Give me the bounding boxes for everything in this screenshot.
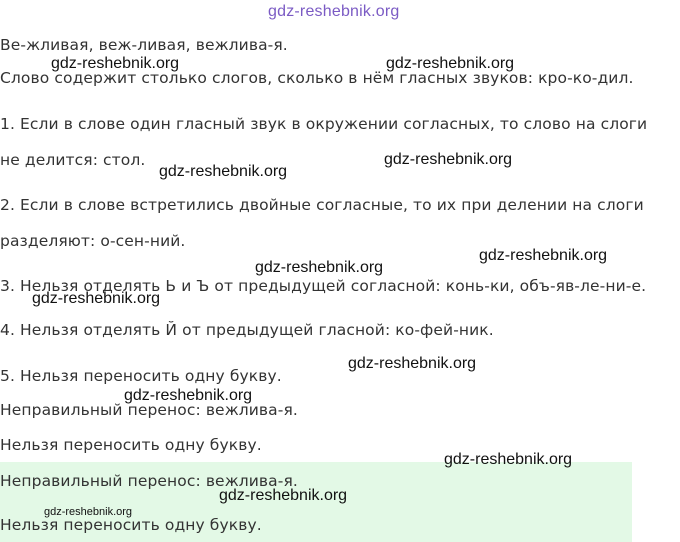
wrong-hyphenation-2: Неправильный перенос: вежлива-я. xyxy=(0,472,298,490)
watermark: gdz-reshebnik.org xyxy=(444,451,573,468)
rule-4: 4. Нельзя отделять Й от предыдущей гласной: ко-фей-ник. xyxy=(0,321,494,339)
rule-2-line-1: 2. Если в слове встретились двойные согласные, то их при делении на слоги xyxy=(0,196,644,214)
watermark: gdz-reshebnik.org xyxy=(219,487,348,504)
rule-2-line-2: разделяют: о-сен-ний. xyxy=(0,232,186,250)
watermark: gdz-reshebnik.org xyxy=(44,506,133,518)
wrong-hyphenation-1: Неправильный перенос: вежлива-я. xyxy=(0,401,298,419)
watermark: gdz-reshebnik.org xyxy=(124,387,253,404)
watermark: gdz-reshebnik.org xyxy=(479,247,608,264)
rule-3: 3. Нельзя отделять Ь и Ъ от предыдущей согласной: конь-ки, объ-яв-ле-ни-е. xyxy=(0,277,647,295)
rule-note-1: Нельзя переносить одну букву. xyxy=(0,436,262,454)
watermark: gdz-reshebnik.org xyxy=(386,55,515,72)
text-line-2: Слово содержит столько слогов, сколько в нём гласных звуков: кро-ко-дил. xyxy=(0,69,634,87)
watermark: gdz-reshebnik.org xyxy=(348,355,477,372)
rule-1-line-2: не делится: стол. xyxy=(0,151,146,169)
watermark: gdz-reshebnik.org xyxy=(32,290,161,307)
header-watermark: gdz-reshebnik.org xyxy=(268,3,400,20)
watermark: gdz-reshebnik.org xyxy=(159,163,288,180)
rule-1-line-1: 1. Если в слове один гласный звук в окружении согласных, то слово на слоги xyxy=(0,115,648,133)
watermark: gdz-reshebnik.org xyxy=(255,259,384,276)
watermark: gdz-reshebnik.org xyxy=(384,151,513,168)
text-line-1: Ве-жливая, веж-ливая, вежлива-я. xyxy=(0,36,288,54)
rule-5: 5. Нельзя переносить одну букву. xyxy=(0,367,282,385)
watermark: gdz-reshebnik.org xyxy=(51,55,180,72)
rule-note-2: Нельзя переносить одну букву. xyxy=(0,516,262,534)
